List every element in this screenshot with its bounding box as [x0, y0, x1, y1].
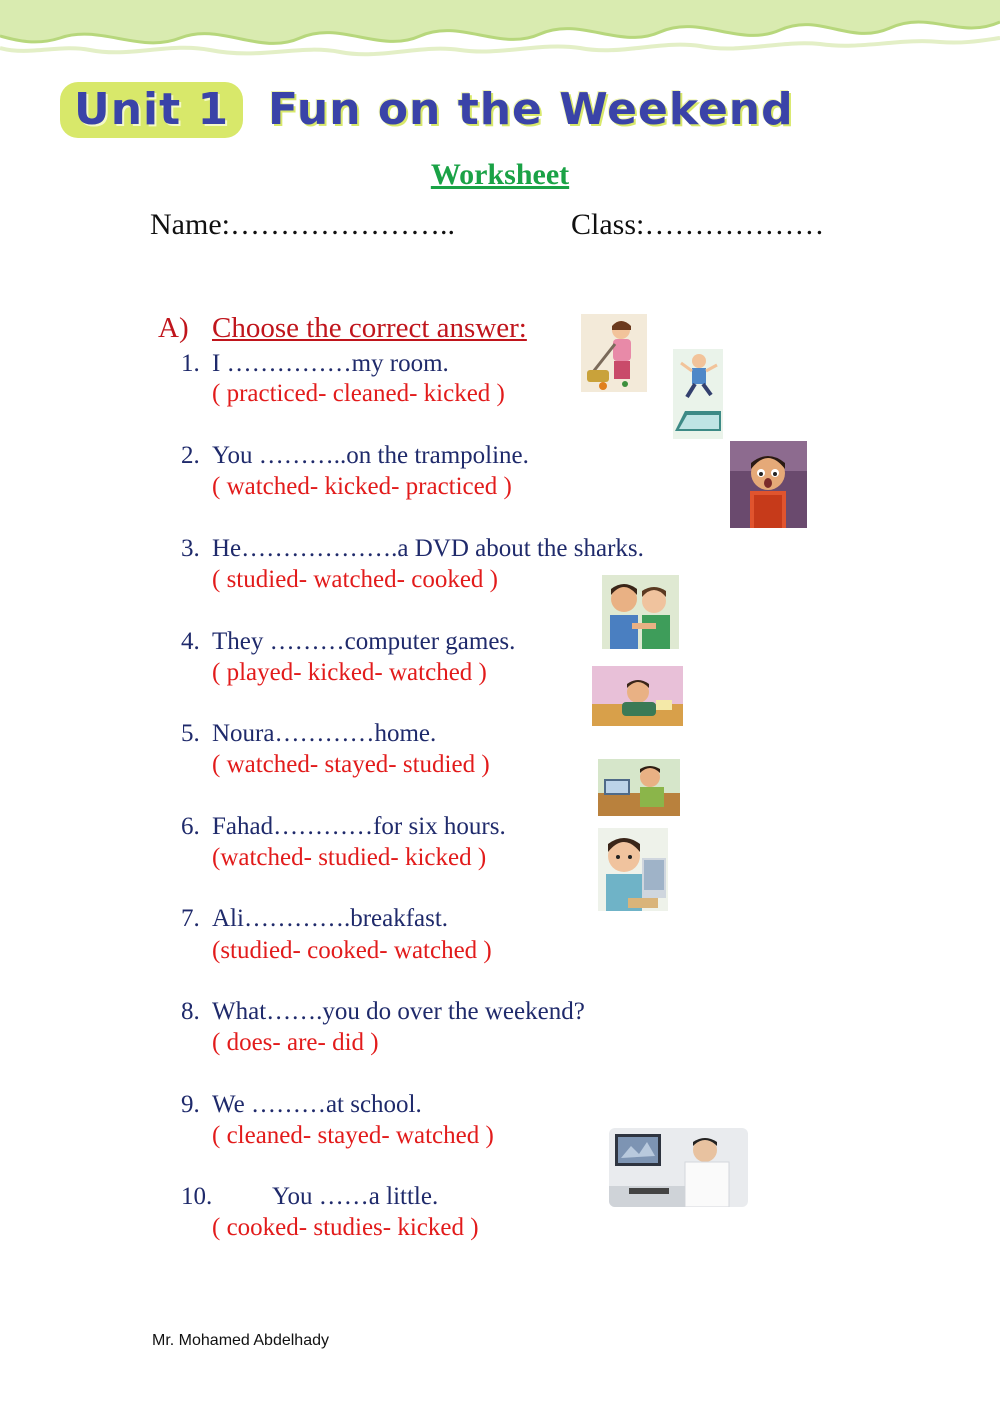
question-text: They ………computer games. — [212, 628, 516, 655]
worksheet-title: Worksheet — [430, 158, 570, 191]
question-number: 7. — [181, 905, 200, 932]
boy-studying-picture — [598, 828, 668, 911]
question-item — [181, 442, 529, 470]
answer-options: ( watched- stayed- studied ) — [212, 751, 490, 778]
kids-watching-picture — [602, 575, 679, 649]
man-computer-picture — [609, 1128, 748, 1207]
question-text: I ……………my room. — [212, 350, 449, 377]
question-text: He……………….a DVD about the sharks. — [212, 535, 644, 562]
question-number: 2. — [181, 442, 200, 469]
answer-options: ( cooked- studies- kicked ) — [212, 1214, 479, 1241]
boy-desk-picture — [598, 759, 680, 816]
question-item — [181, 905, 448, 933]
question-text: Fahad…………for six hours. — [212, 813, 506, 840]
section-letter: A) — [158, 312, 189, 344]
unit-badge: Unit 1 — [60, 82, 243, 138]
question-text: Ali………….breakfast. — [212, 905, 449, 932]
question-item — [181, 1183, 438, 1211]
question-item — [181, 1091, 422, 1119]
answer-options: ( studied- watched- cooked ) — [212, 566, 498, 593]
author-footer: Mr. Mohamed Abdelhady — [152, 1332, 329, 1349]
question-number: 9. — [181, 1091, 200, 1118]
unit-heading: Fun on the Weekend — [268, 84, 794, 135]
class-field-label: Class:……………… — [571, 208, 825, 241]
wave-header-decoration — [0, 0, 1000, 70]
boy-scared-picture — [730, 441, 807, 528]
question-item — [181, 813, 506, 841]
question-item — [181, 628, 515, 656]
section-instruction: Choose the correct answer: — [212, 312, 527, 344]
question-item — [181, 350, 449, 378]
answer-options: ( played- kicked- watched ) — [212, 659, 487, 686]
answer-options: ( does- are- did ) — [212, 1029, 379, 1056]
question-number: 1. — [181, 350, 200, 377]
answer-options: (studied- cooked- watched ) — [212, 937, 492, 964]
question-number: 3. — [181, 535, 200, 562]
boy-trampoline-picture — [673, 349, 723, 439]
question-text: We ………at school. — [212, 1091, 422, 1118]
question-text: Noura…………home. — [212, 720, 437, 747]
question-number: 10. — [181, 1183, 213, 1210]
answer-options: ( cleaned- stayed- watched ) — [212, 1122, 494, 1149]
answer-options: ( watched- kicked- practiced ) — [212, 473, 512, 500]
question-number: 6. — [181, 813, 200, 840]
question-text: You ………..on the trampoline. — [212, 442, 529, 469]
question-item — [181, 998, 585, 1026]
question-number: 8. — [181, 998, 200, 1025]
section-heading — [158, 312, 527, 345]
girl-vacuum-picture — [581, 314, 647, 392]
answer-options: ( practiced- cleaned- kicked ) — [212, 380, 505, 407]
question-item — [181, 720, 436, 748]
girl-playing-picture — [592, 666, 683, 726]
question-number: 4. — [181, 628, 200, 655]
unit-title-banner — [60, 78, 860, 148]
answer-options: (watched- studied- kicked ) — [212, 844, 487, 871]
question-text: You ……a little. — [272, 1183, 439, 1210]
name-field-label: Name:………………….. — [150, 208, 455, 241]
question-text: What…….you do over the weekend? — [212, 998, 585, 1025]
question-item — [181, 535, 644, 563]
question-number: 5. — [181, 720, 200, 747]
